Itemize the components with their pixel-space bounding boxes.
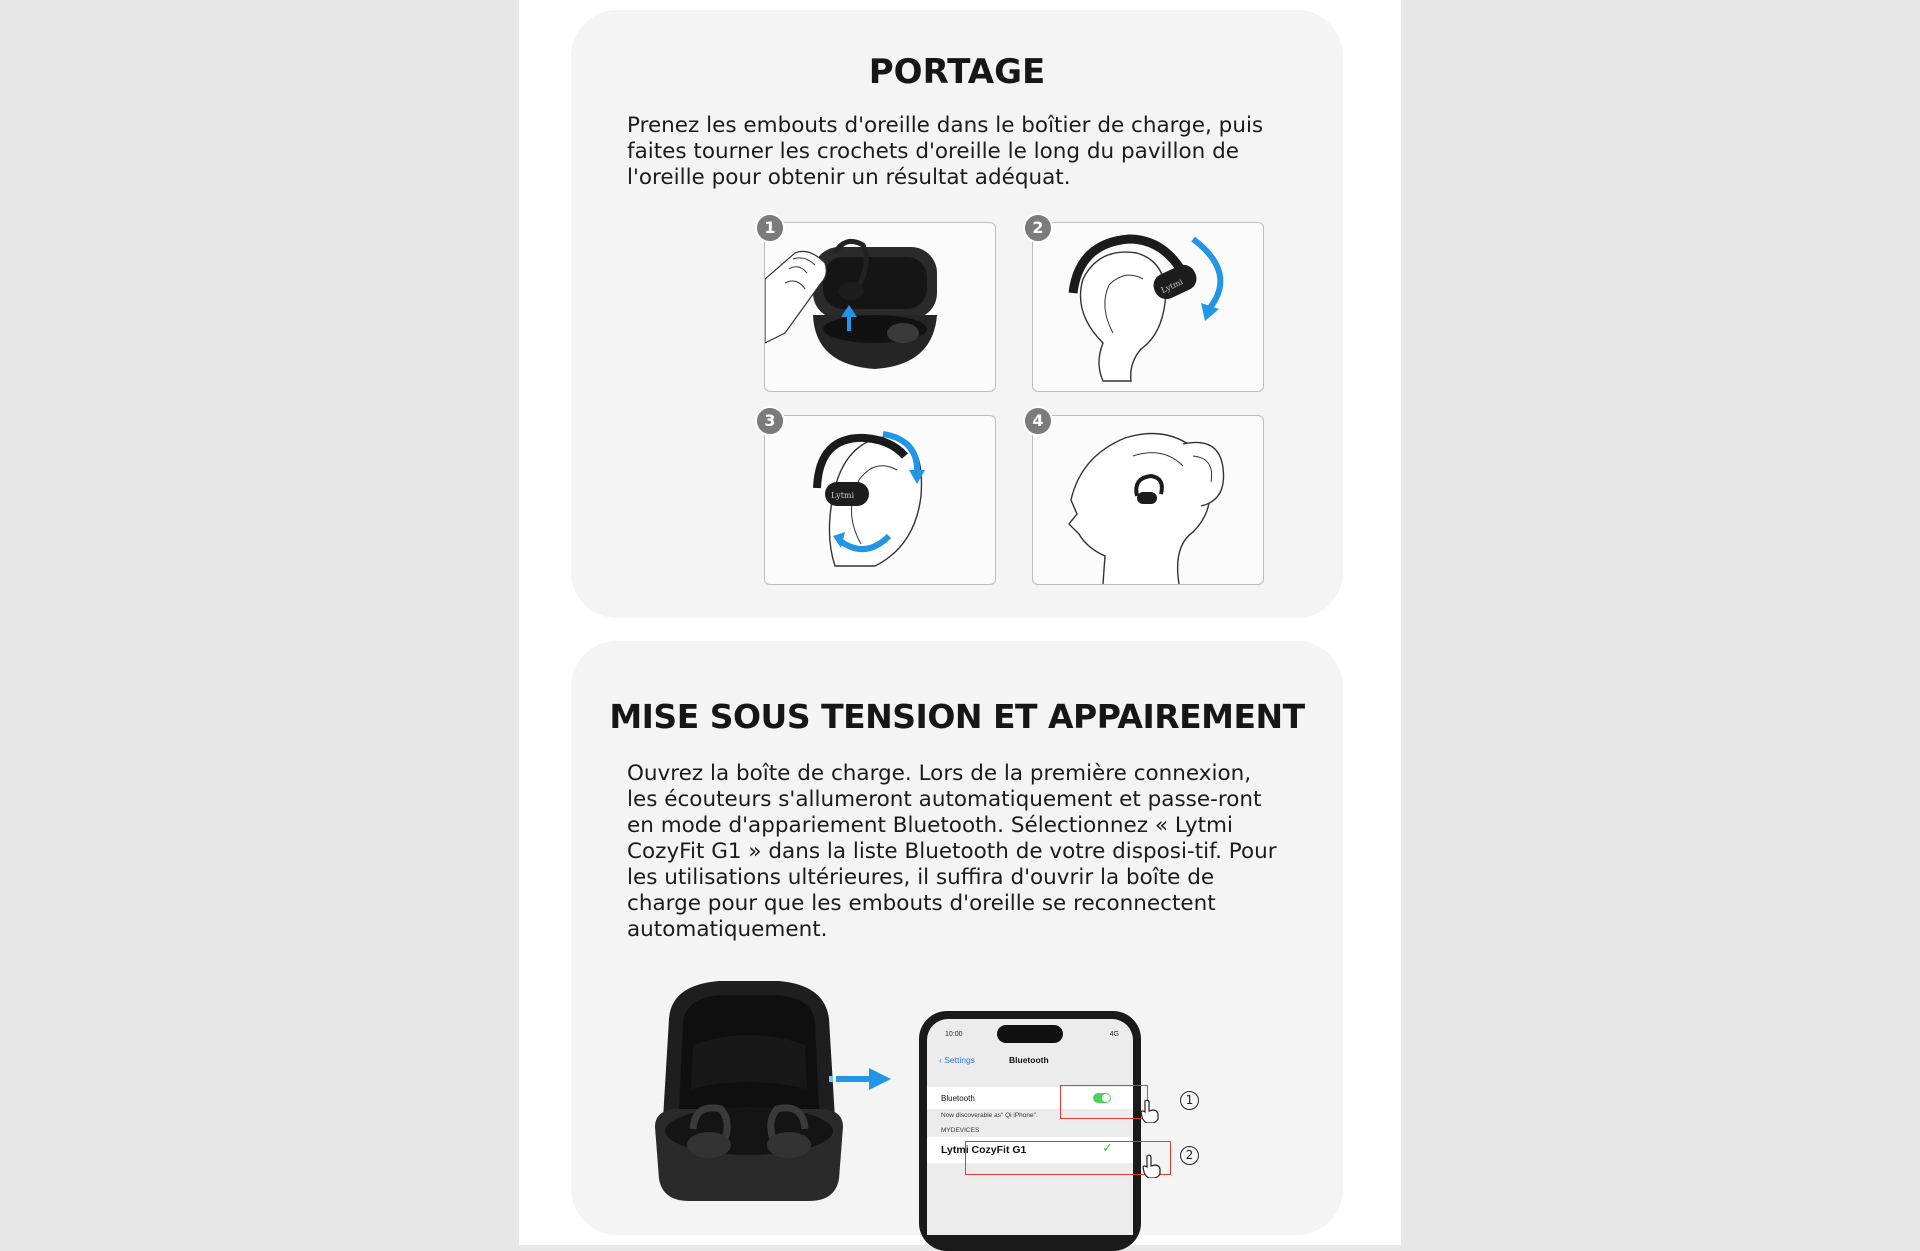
settings-back-button[interactable]: ‹ Settings bbox=[939, 1055, 975, 1065]
charging-case-illustration bbox=[649, 979, 849, 1203]
tap-hand-icon bbox=[1139, 1099, 1161, 1123]
step-4-number: 4 bbox=[1023, 406, 1053, 436]
rotate-ear-hook-illustration bbox=[1033, 223, 1263, 391]
status-signal: 4G bbox=[1109, 1031, 1119, 1038]
tap-hand-icon bbox=[1141, 1154, 1163, 1178]
take-earbud-from-case-illustration bbox=[765, 223, 995, 391]
page bbox=[519, 0, 1401, 1245]
arrow-right-icon bbox=[829, 1068, 893, 1090]
step-2-number: 2 bbox=[1023, 213, 1053, 243]
device-name: Lytmi CozyFit G1 bbox=[941, 1144, 1027, 1156]
bluetooth-screen-title: Bluetooth bbox=[1009, 1055, 1049, 1065]
bluetooth-label: Bluetooth bbox=[941, 1094, 975, 1103]
connected-check-icon: ✓ bbox=[1102, 1141, 1113, 1156]
discoverable-text: Now discoverable as" Qi iPhone". bbox=[941, 1112, 1038, 1119]
wearing-card bbox=[571, 10, 1343, 618]
status-time: 10:00 bbox=[945, 1031, 963, 1038]
settings-back-label: Settings bbox=[944, 1055, 975, 1065]
step-1-illustration bbox=[764, 218, 996, 392]
pairing-card bbox=[571, 641, 1343, 1235]
step-3-illustration bbox=[764, 411, 996, 585]
svg-text:Lytmi: Lytmi bbox=[831, 491, 855, 500]
wearing-instructions: Prenez les embouts d'oreille dans le boîtier de charge, puis faites tourner les crochets d'oreille le long du pavillon de l'oreille pour obtenir un résultat adéquat. bbox=[627, 113, 1264, 190]
my-devices-label: MYDEVICES bbox=[941, 1127, 980, 1134]
step-marker-1: 1 bbox=[1180, 1091, 1199, 1110]
step-1-number: 1 bbox=[755, 213, 785, 243]
dynamic-island bbox=[997, 1025, 1063, 1043]
bluetooth-toggle-highlight bbox=[1060, 1085, 1148, 1119]
step-marker-2: 2 bbox=[1180, 1146, 1199, 1165]
step-4-illustration bbox=[1032, 411, 1264, 585]
wearing-title: PORTAGE bbox=[868, 52, 1046, 92]
phone-screen bbox=[927, 1019, 1133, 1235]
phone-mockup bbox=[919, 1011, 1141, 1235]
svg-text:Lytmi: Lytmi bbox=[1159, 277, 1185, 296]
adjust-on-ear-illustration bbox=[765, 416, 995, 584]
step-2-illustration bbox=[1032, 218, 1264, 392]
step-3-number: 3 bbox=[755, 406, 785, 436]
pairing-title: MISE SOUS TENSION ET APPAIREMENT bbox=[609, 697, 1305, 736]
worn-earbud-profile-illustration bbox=[1033, 416, 1263, 584]
pairing-instructions: Ouvrez la boîte de charge. Lors de la première connexion, les écouteurs s'allumeront automatiquement et passe-ront en mode d'appariement Bluetooth. Sélectionnez « Lytmi CozyFit G1 » dans la liste Bluetooth de votre disposi-tif. Pour les utilisations ultérieures, il suffira d'ouvrir la boîte de charge pour que les embouts d'oreille se reconnectent automatiquement. bbox=[627, 761, 1277, 942]
